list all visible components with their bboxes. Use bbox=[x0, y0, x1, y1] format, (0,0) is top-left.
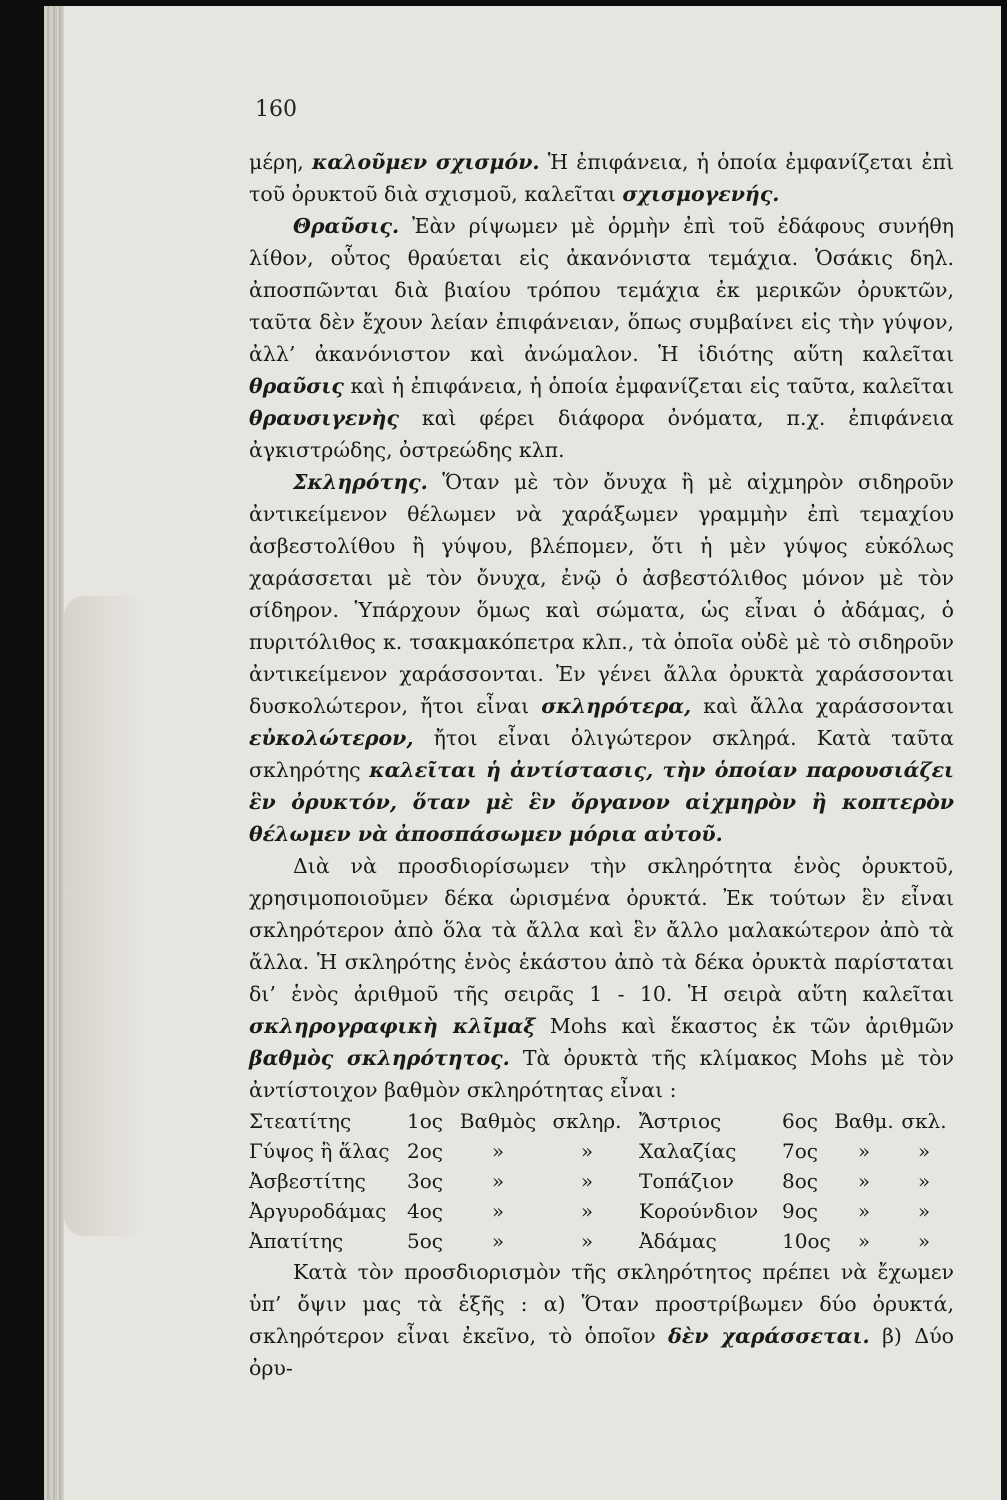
text-run: καὶ φέρει διάφορα ὀνόματα, π.χ. ἐπιφάνεια ἀγκιστρώδης, ὀστρεώδης κλπ. bbox=[249, 406, 954, 462]
mineral-name: Κορούνδιον bbox=[639, 1199, 759, 1223]
grade-label: » bbox=[580, 1139, 594, 1163]
text-run: Τὰ ὀρυκτὰ τῆς κλίμακος Mohs μὲ τὸν ἀντίστοιχον βαθμὸν σκληρότητας εἶναι : bbox=[249, 1046, 954, 1102]
mineral-name: Τοπάζιον bbox=[639, 1169, 734, 1193]
closing-paragraph bbox=[249, 1256, 954, 1384]
emphasized-term: καλεῖται ἡ ἀντίστασις, τὴν ὁποίαν παρουσιάζει ἓν ὀρυκτόν, ὅταν μὲ ἓν ὄργανον αἰχμηρὸν ἢ κοπτερὸν θέλωμεν νὰ ἀποσπάσωμεν μόρια αὐτοῦ. bbox=[249, 758, 954, 846]
emphasized-term: σχισμογενής. bbox=[622, 182, 780, 206]
emphasized-term: Σκληρότης. bbox=[293, 470, 428, 494]
table-row bbox=[249, 1196, 954, 1226]
emphasized-term: θραυσιγενὴς bbox=[249, 406, 399, 430]
body-text bbox=[249, 146, 954, 1384]
mineral-name: Γύψος ἢ ἅλας bbox=[249, 1139, 390, 1163]
text-run: Ὅταν μὲ τὸν ὄνυχα ἢ μὲ αἰχμηρὸν σιδηροῦν ἀντικείμενον θέλωμεν νὰ χαράξωμεν γραμμὴν ἐπὶ τεμαχίου ἀσβεστολίθου ἢ γύψου, βλέπομεν, ὅτι ἡ μὲν γύψος εὐκόλως χαράσσεται μὲ τὸν ὄνυχα, ἐνῷ ὁ ἀσβεστόλιθος μόνον μὲ τὸν σίδηρον. Ὑπάρχουν ὅμως καὶ σώματα, ὡς εἶναι ὁ ἀδάμας, ὁ πυριτόλιθος κ. τσακμακόπετρα κλπ., τὰ ὁποῖα οὐδὲ μὲ τὸ σιδηροῦν ἀντικείμενον χαράσσονται. Ἐν γένει ἄλλα ὀρυκτὰ χαράσσονται δυσκολώτερον, ἤτοι εἶναι bbox=[249, 470, 954, 718]
hardness-grade: 5ος bbox=[407, 1229, 443, 1253]
hardness-grade: 7ος bbox=[782, 1139, 818, 1163]
paragraphs bbox=[249, 146, 954, 1106]
emphasized-term: βαθμὸς σκληρότητος. bbox=[249, 1046, 510, 1070]
paragraph bbox=[249, 146, 954, 210]
mineral-name: Ἀσβεστίτης bbox=[249, 1169, 366, 1193]
grade-label: » bbox=[857, 1169, 871, 1193]
hardness-grade: 8ος bbox=[782, 1169, 818, 1193]
emphasized-term: θραῦσις bbox=[249, 374, 344, 398]
text-run: Ἡ ἐπιφάνεια, ἡ ὁποία ἐμφανίζεται ἐπὶ τοῦ ὀρυκτοῦ διὰ σχισμοῦ, καλεῖται bbox=[249, 150, 954, 206]
table-row bbox=[249, 1166, 954, 1196]
table-row bbox=[249, 1136, 954, 1166]
mineral-name: Ἀδάμας bbox=[639, 1229, 717, 1253]
emphasized-term: καλοῦμεν σχισμόν. bbox=[311, 150, 540, 174]
grade-label: » bbox=[580, 1199, 594, 1223]
mineral-name: Χαλαζίας bbox=[639, 1139, 737, 1163]
mineral-name: Ἀπατίτης bbox=[249, 1229, 344, 1253]
text-run: Διὰ νὰ προσδιορίσωμεν τὴν σκληρότητα ἑνὸς ὀρυκτοῦ, χρησιμοποιοῦμεν δέκα ὡρισμένα ὀρυκτά. Ἐκ τούτων ἓν εἶναι σκληρότερον ἀπὸ ὅλα τὰ ἄλλα καὶ ἓν ἄλλο μαλακώτερον ἀπὸ τὰ ἄλλα. Ἡ σκληρότης ἑνὸς ἑκάστου ἀπὸ τὰ δέκα ὀρυκτὰ παρίσταται δι’ ἑνὸς ἀριθμοῦ τῆς σειρᾶς 1 - 10. Ἡ σειρὰ αὕτη καλεῖται bbox=[249, 854, 954, 1006]
grade-label: » bbox=[491, 1199, 505, 1223]
table-row bbox=[249, 1106, 954, 1136]
paragraph bbox=[249, 210, 954, 466]
text-run: καὶ ἄλλα χαράσσονται bbox=[691, 694, 954, 718]
grade-label: » bbox=[857, 1199, 871, 1223]
grade-label: » bbox=[917, 1229, 931, 1253]
page-edge bbox=[44, 6, 64, 1500]
emphasized-term: σκληρογραφικὴ κλῖμαξ bbox=[249, 1014, 536, 1038]
hardness-grade: 3ος bbox=[407, 1169, 443, 1193]
grade-label: » bbox=[580, 1169, 594, 1193]
text-run: Mohs καὶ ἕκαστος ἐκ τῶν ἀριθμῶν bbox=[535, 1014, 954, 1038]
hardness-grade: 1ος bbox=[407, 1109, 443, 1133]
text-run: β) Δύο ὀρυ- bbox=[249, 1324, 954, 1380]
paragraph bbox=[249, 850, 954, 1106]
text-run: μέρη, bbox=[249, 150, 312, 174]
emphasized-term: εὐκολώτερον, bbox=[249, 726, 414, 750]
hardness-grade: 4ος bbox=[407, 1199, 443, 1223]
mineral-name: Στεατίτης bbox=[249, 1109, 352, 1133]
page-number: 160 bbox=[255, 97, 297, 122]
mineral-name: Ἀργυροδάμας bbox=[249, 1199, 387, 1223]
page-stain bbox=[64, 596, 144, 1236]
grade-label: » bbox=[491, 1139, 505, 1163]
hardness-grade: 6ος bbox=[782, 1109, 818, 1133]
emphasized-term: Θραῦσις. bbox=[293, 214, 400, 238]
text-run: Ἐὰν ρίψωμεν μὲ ὁρμὴν ἐπὶ τοῦ ἐδάφους συνήθη λίθον, οὗτος θραύεται εἰς ἀκανόνιστα τεμάχια. Ὁσάκις δηλ. ἀποσπῶνται διὰ βιαίου τρόπου τεμάχια ἐκ μερικῶν ὀρυκτῶν, ταῦτα δὲν ἔχουν λείαν ἐπιφάνειαν, ὅπως συμβαίνει εἰς τὴν γύψον, ἀλλ’ ἀκανόνιστον καὶ ἀνώμαλον. Ἡ ἰδιότης αὕτη καλεῖται bbox=[249, 214, 954, 366]
grade-label: » bbox=[580, 1229, 594, 1253]
emphasized-term: δὲν χαράσσεται. bbox=[668, 1324, 870, 1348]
paragraph bbox=[249, 466, 954, 850]
hardness-table bbox=[249, 1106, 954, 1256]
emphasized-term: σκληρότερα, bbox=[541, 694, 692, 718]
text-run: καὶ ἡ ἐπιφάνεια, ἡ ὁποία ἐμφανίζεται εἰς ταῦτα, καλεῖται bbox=[343, 374, 954, 398]
book-page bbox=[44, 6, 1001, 1500]
grade-label: » bbox=[917, 1139, 931, 1163]
text-run: ἤτοι εἶναι ὀλιγώτερον σκληρά. Κατὰ ταῦτα σκληρότης bbox=[249, 726, 954, 782]
grade-label: » bbox=[857, 1139, 871, 1163]
grade-label: Βαθμ. bbox=[834, 1109, 894, 1133]
grade-label: » bbox=[491, 1229, 505, 1253]
hardness-grade: 9ος bbox=[782, 1199, 818, 1223]
grade-label: σκληρ. bbox=[552, 1109, 622, 1133]
text-run: Κατὰ τὸν προσδιορισμὸν τῆς σκληρότητος πρέπει νὰ ἔχωμεν ὑπ’ ὄψιν μας τὰ ἑξῆς : α) Ὅταν προστρίβωμεν δύο ὀρυκτά, σκληρότερον εἶναι ἐκεῖνο, τὸ ὁποῖον bbox=[249, 1260, 954, 1348]
grade-label: » bbox=[917, 1199, 931, 1223]
table-row bbox=[249, 1226, 954, 1256]
grade-label: Βαθμὸς bbox=[459, 1109, 537, 1133]
hardness-grade: 2ος bbox=[407, 1139, 443, 1163]
grade-label: σκλ. bbox=[901, 1109, 947, 1133]
mineral-name: Ἄστριος bbox=[639, 1109, 722, 1133]
grade-label: » bbox=[857, 1229, 871, 1253]
grade-label: » bbox=[491, 1169, 505, 1193]
grade-label: » bbox=[917, 1169, 931, 1193]
hardness-grade: 10ος bbox=[782, 1229, 831, 1253]
